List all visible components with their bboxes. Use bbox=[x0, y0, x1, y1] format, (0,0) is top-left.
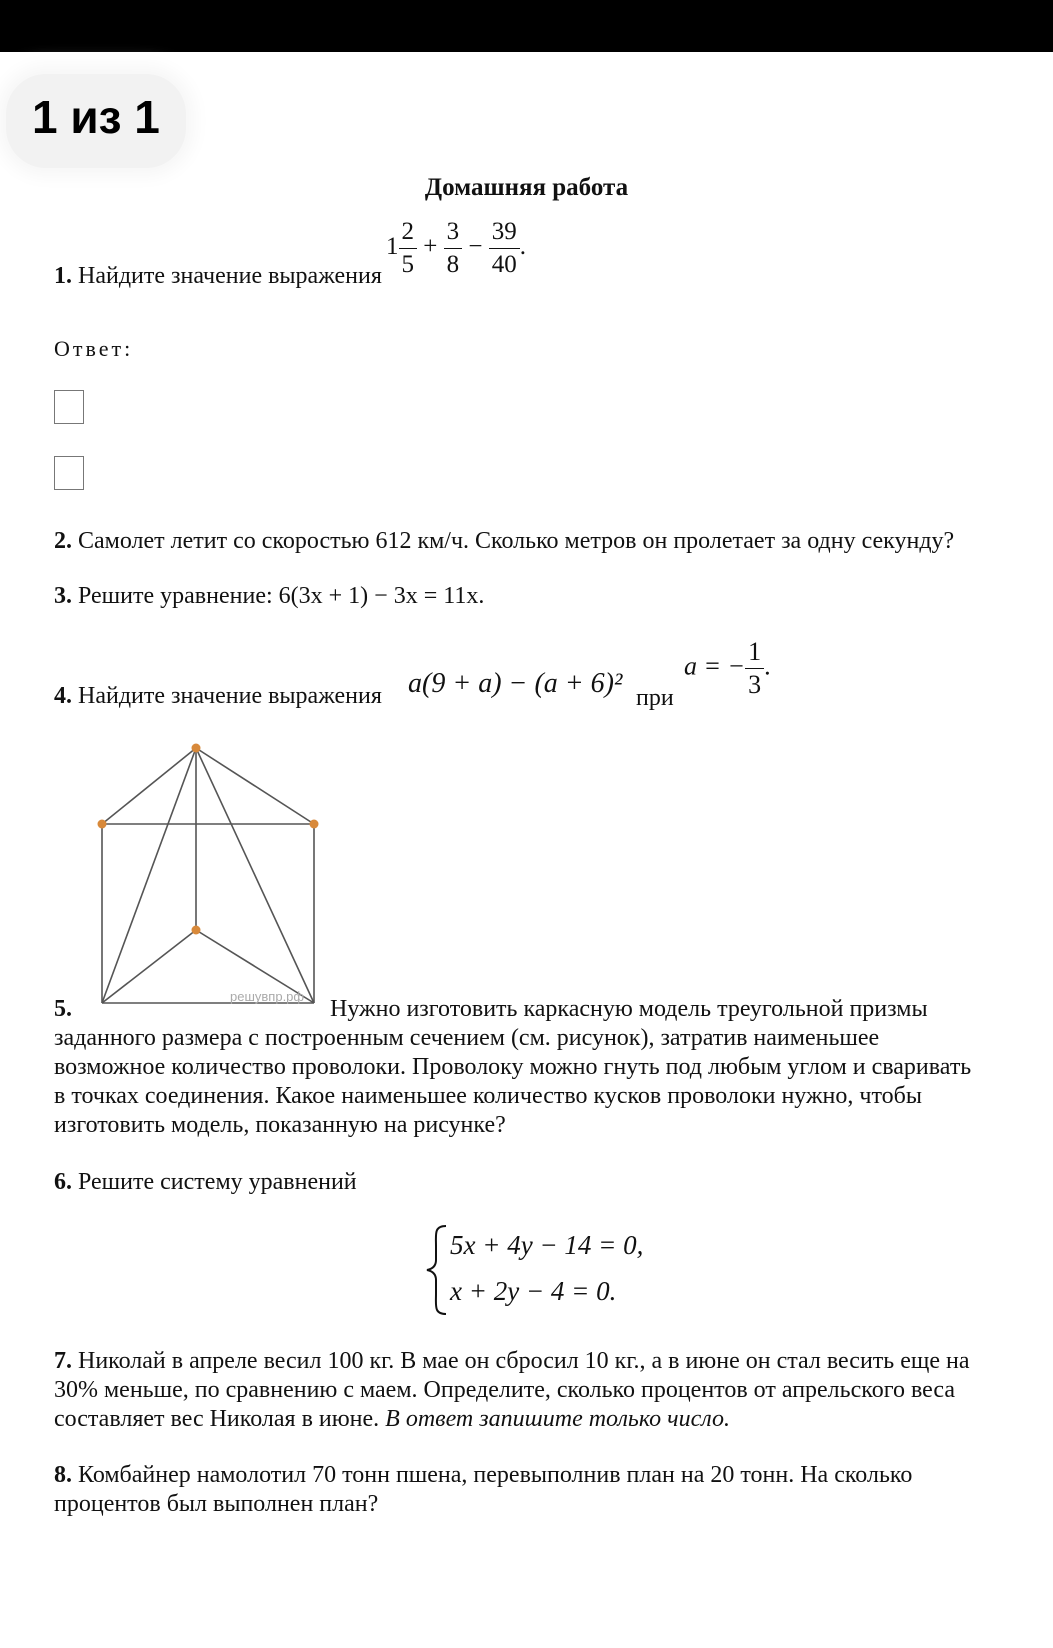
question-number: 6. bbox=[54, 1169, 72, 1195]
numerator: 3 bbox=[444, 216, 463, 249]
question-number: 5. bbox=[54, 996, 72, 1022]
numerator: 1 bbox=[745, 636, 764, 669]
period: . bbox=[519, 233, 526, 261]
question-8 bbox=[54, 1461, 912, 1489]
question-5-line: в точках соединения. Какое наименьшее количество кусков проволоки нужно, чтобы bbox=[54, 1083, 922, 1109]
q1-expression bbox=[386, 216, 526, 281]
question-4 bbox=[54, 682, 382, 710]
question-7 bbox=[54, 1347, 970, 1375]
vertex-point bbox=[192, 744, 201, 753]
fraction bbox=[745, 636, 764, 701]
question-number: 7. bbox=[54, 1348, 72, 1374]
question-7-line: 30% меньше, по сравнению с маем. Определите, сколько процентов от апрельского веса bbox=[54, 1377, 955, 1403]
page-indicator bbox=[6, 74, 186, 168]
question-text: Найдите значение выражения bbox=[78, 263, 382, 289]
system-equation-2: x + 2y − 4 = 0. bbox=[450, 1276, 617, 1306]
answer-checkbox[interactable] bbox=[54, 456, 84, 490]
denominator: 5 bbox=[401, 251, 414, 278]
question-1 bbox=[54, 262, 382, 290]
question-5-number bbox=[54, 995, 72, 1023]
vertex-point bbox=[192, 926, 201, 935]
question-number: 1. bbox=[54, 263, 72, 289]
q4-expression: a(9 + a) − (a + 6)² bbox=[408, 668, 623, 699]
q4-condition bbox=[684, 636, 771, 701]
question-3 bbox=[54, 582, 484, 610]
condition-lhs: a = − bbox=[684, 651, 746, 681]
question-5-line: изготовить модель, показанную на рисунке? bbox=[54, 1112, 506, 1138]
vertex-point bbox=[98, 820, 107, 829]
page-indicator-text: 1 из 1 bbox=[32, 91, 160, 143]
whole-part: 1 bbox=[386, 233, 399, 261]
minus-sign: − bbox=[468, 233, 483, 261]
fraction bbox=[399, 216, 418, 281]
question-number: 8. bbox=[54, 1462, 72, 1488]
question-text: Решите уравнение: 6(3x + 1) − 3x = 11x. bbox=[78, 583, 485, 609]
question-number: 4. bbox=[54, 683, 72, 709]
question-7-line bbox=[54, 1405, 730, 1433]
question-6 bbox=[54, 1168, 357, 1196]
viewer-top-bar bbox=[0, 0, 1053, 52]
denominator: 8 bbox=[446, 251, 460, 278]
answer-label: Ответ: bbox=[54, 336, 134, 361]
question-5-line: заданного размера с построенным сечением (см. рисунок), затратив наименьшее bbox=[54, 1025, 880, 1051]
question-text: Найдите значение выражения bbox=[78, 683, 382, 709]
question-number: 3. bbox=[54, 583, 72, 609]
document-title: Домашняя работа bbox=[424, 174, 629, 201]
question-text: Самолет летит со скоростью 612 км/ч. Сколько метров он пролетает за одну секунду? bbox=[78, 528, 955, 554]
question-text: Комбайнер намолотил 70 тонн пшена, перевыполнив план на 20 тонн. На сколько bbox=[78, 1462, 913, 1488]
fraction bbox=[489, 216, 520, 281]
fraction bbox=[444, 216, 463, 281]
q4-at-word: при bbox=[636, 685, 674, 711]
period: . bbox=[764, 651, 771, 681]
numerator: 2 bbox=[399, 216, 418, 249]
system-brace bbox=[424, 1224, 450, 1316]
question-text: Решите систему уравнений bbox=[78, 1169, 357, 1195]
denominator: 3 bbox=[748, 670, 762, 699]
vertex-point bbox=[310, 820, 319, 829]
plus-sign: + bbox=[423, 233, 438, 261]
question-2 bbox=[54, 527, 954, 555]
denominator: 40 bbox=[491, 251, 517, 278]
question-5-line: возможное количество проволоки. Проволоку можно гнуть под любым углом и сваривать bbox=[54, 1054, 972, 1080]
question-text: Николай в апреле весил 100 кг. В мае он сбросил 10 кг., а в июне он стал весить еще на bbox=[78, 1348, 970, 1374]
answer-checkbox[interactable] bbox=[54, 390, 84, 424]
watermark: решувпр.рф bbox=[230, 989, 305, 1004]
question-number: 2. bbox=[54, 528, 72, 554]
question-5-line: Нужно изготовить каркасную модель треугольной призмы bbox=[330, 996, 928, 1022]
system-equation-1: 5x + 4y − 14 = 0, bbox=[450, 1230, 644, 1260]
question-text: составляет вес Николая в июне. bbox=[54, 1406, 380, 1432]
numerator: 39 bbox=[489, 216, 520, 249]
question-8-line: процентов был выполнен план? bbox=[54, 1491, 379, 1517]
prism-figure bbox=[90, 735, 330, 1017]
answer-note: В ответ запишите только число. bbox=[385, 1406, 731, 1432]
